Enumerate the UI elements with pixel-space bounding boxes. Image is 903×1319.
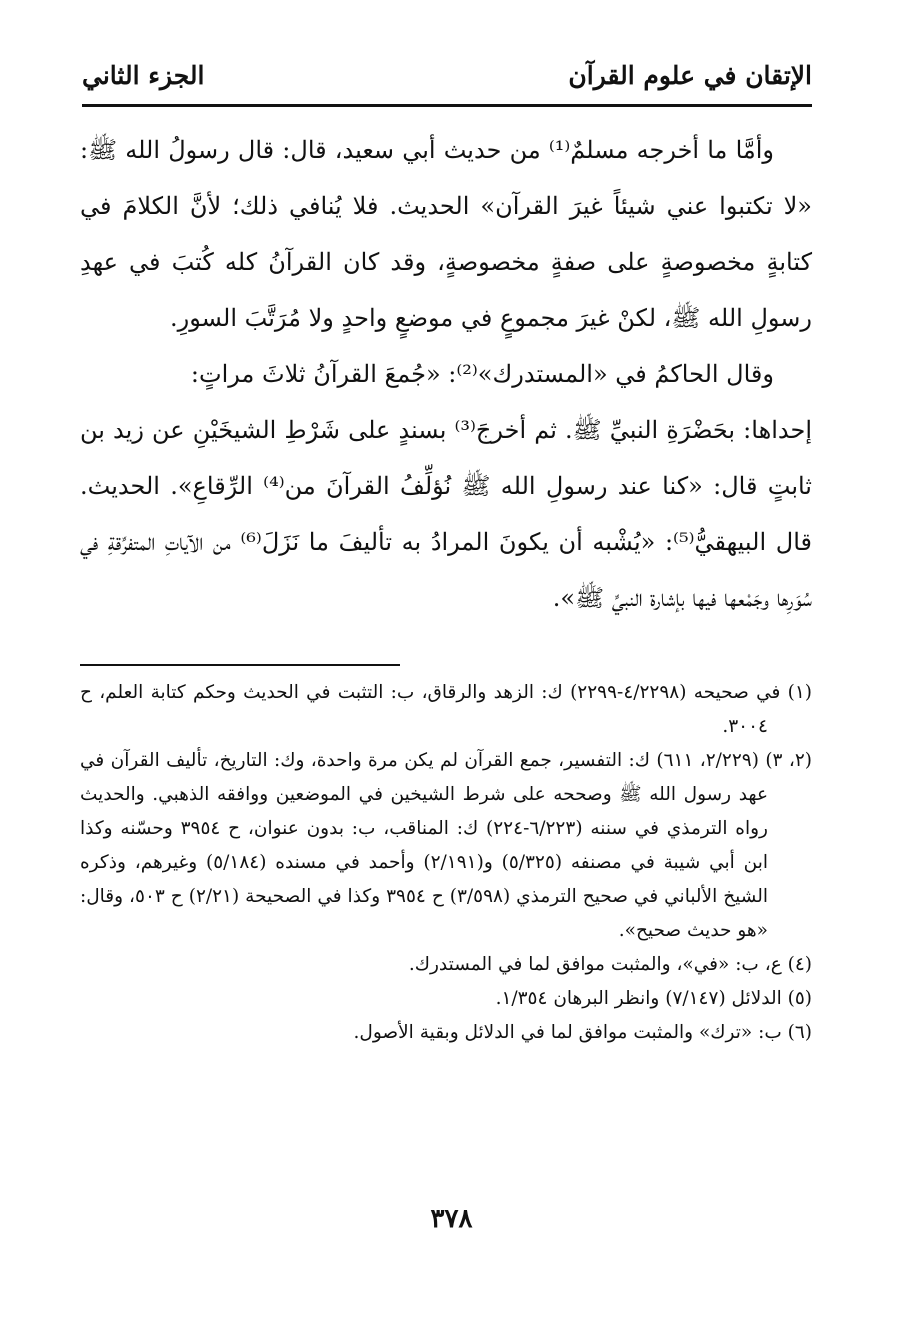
footnote-divider [80,664,400,666]
paragraph: وقال الحاكمُ في «المستدرك»⁽²⁾: «جُمعَ القرآنُ ثلاثَ مراتٍ: [190,360,774,388]
footnote: (١) في صحيحه (٤/٢٢٩٨-٢٢٩٩) ك: الزهد والرقاق، ب: التثبت في الحديث وحكم كتابة العلم، ح ٣٠٠٤. [80,682,813,737]
paragraph: إحداها: بحَضْرَةِ النبيِّ ﷺ. ثم أخرجَ⁽³⁾ بسندٍ على شَرْطِ الشيخَيْنِ عن زيد بن ثابتٍ قال: «كنا عند رسولِ الله ﷺ نُؤلِّفُ القرآنَ من⁽⁴⁾ الرِّقاعِ». الحديث. قال البيهقيُّ⁽⁵⁾: «يُشْبه أن يكونَ المرادُ به تأليفَ ما نَزَلَ⁽⁶⁾ من الآياتِ المتفرِّقةِ في سُوَرِها وجَمْعها فيها بإشارة النبيِّ ﷺ». [80,416,812,612]
footnote: (٦) ب: «ترك» والمثبت موافق لما في الدلائل وبقية الأصول. [353,1022,812,1043]
page-number: ٣٧٨ [430,1204,473,1234]
footnote: (٢، ٣) (٢/٢٢٩، ٦١١) ك: التفسير، جمع القرآن لم يكن مرة واحدة، وك: التاريخ، تأليف القرآن في عهد رسول الله ﷺ وصححه على شرط الشيخين في الموضعين ووافقه الذهبي. والحديث رواه الترمذي في سننه (٦/٢٢٣-٢٢٤) ك: المناقب، ب: بدون عنوان، ح ٣٩٥٤ وحسّنه وكذا ابن أبي شيبة في مصنفه (٥/٣٢٥) و(٢/١٩١) وأحمد في مسنده (٥/١٨٤) وغيرهم، وذكره الشيخ الألباني في صحيح الترمذي (٣/٥٩٨) ح ٣٩٥٤ وكذا في الصحيحة (٢/٢١) ح ٥٠٣، وقال: «هو حديث صحيح». [80,750,812,941]
volume-label: الجزء الثاني [82,60,205,90]
footnote: (٤) ع، ب: «في»، والمثبت موافق لما في المستدرك. [408,954,812,975]
footnote: (٥) الدلائل (٧/١٤٧) وانظر البرهان ١/٣٥٤. [495,988,812,1009]
paragraph: وأمَّا ما أخرجه مسلمٌ⁽¹⁾ من حديث أبي سعيد، قال: قال رسولُ الله ﷺ: «لا تكتبوا عني شيئاً غيرَ القرآن» الحديث. فلا يُنافي ذلك؛ لأنَّ الكلامَ في كتابةٍ مخصوصةٍ على صفةٍ مخصوصةٍ، وقد كان القرآنُ كله كُتبَ في عهدِ رسولِ الله ﷺ، لكنْ غيرَ مجموعٍ في موضعٍ واحدٍ ولا مُرَتَّبَ السورِ. [80,136,812,332]
running-header [82,52,812,98]
book-title: الإتقان في علوم القرآن [568,60,812,90]
main-text [80,122,812,626]
footnotes [80,676,812,1050]
header-divider [82,104,812,107]
